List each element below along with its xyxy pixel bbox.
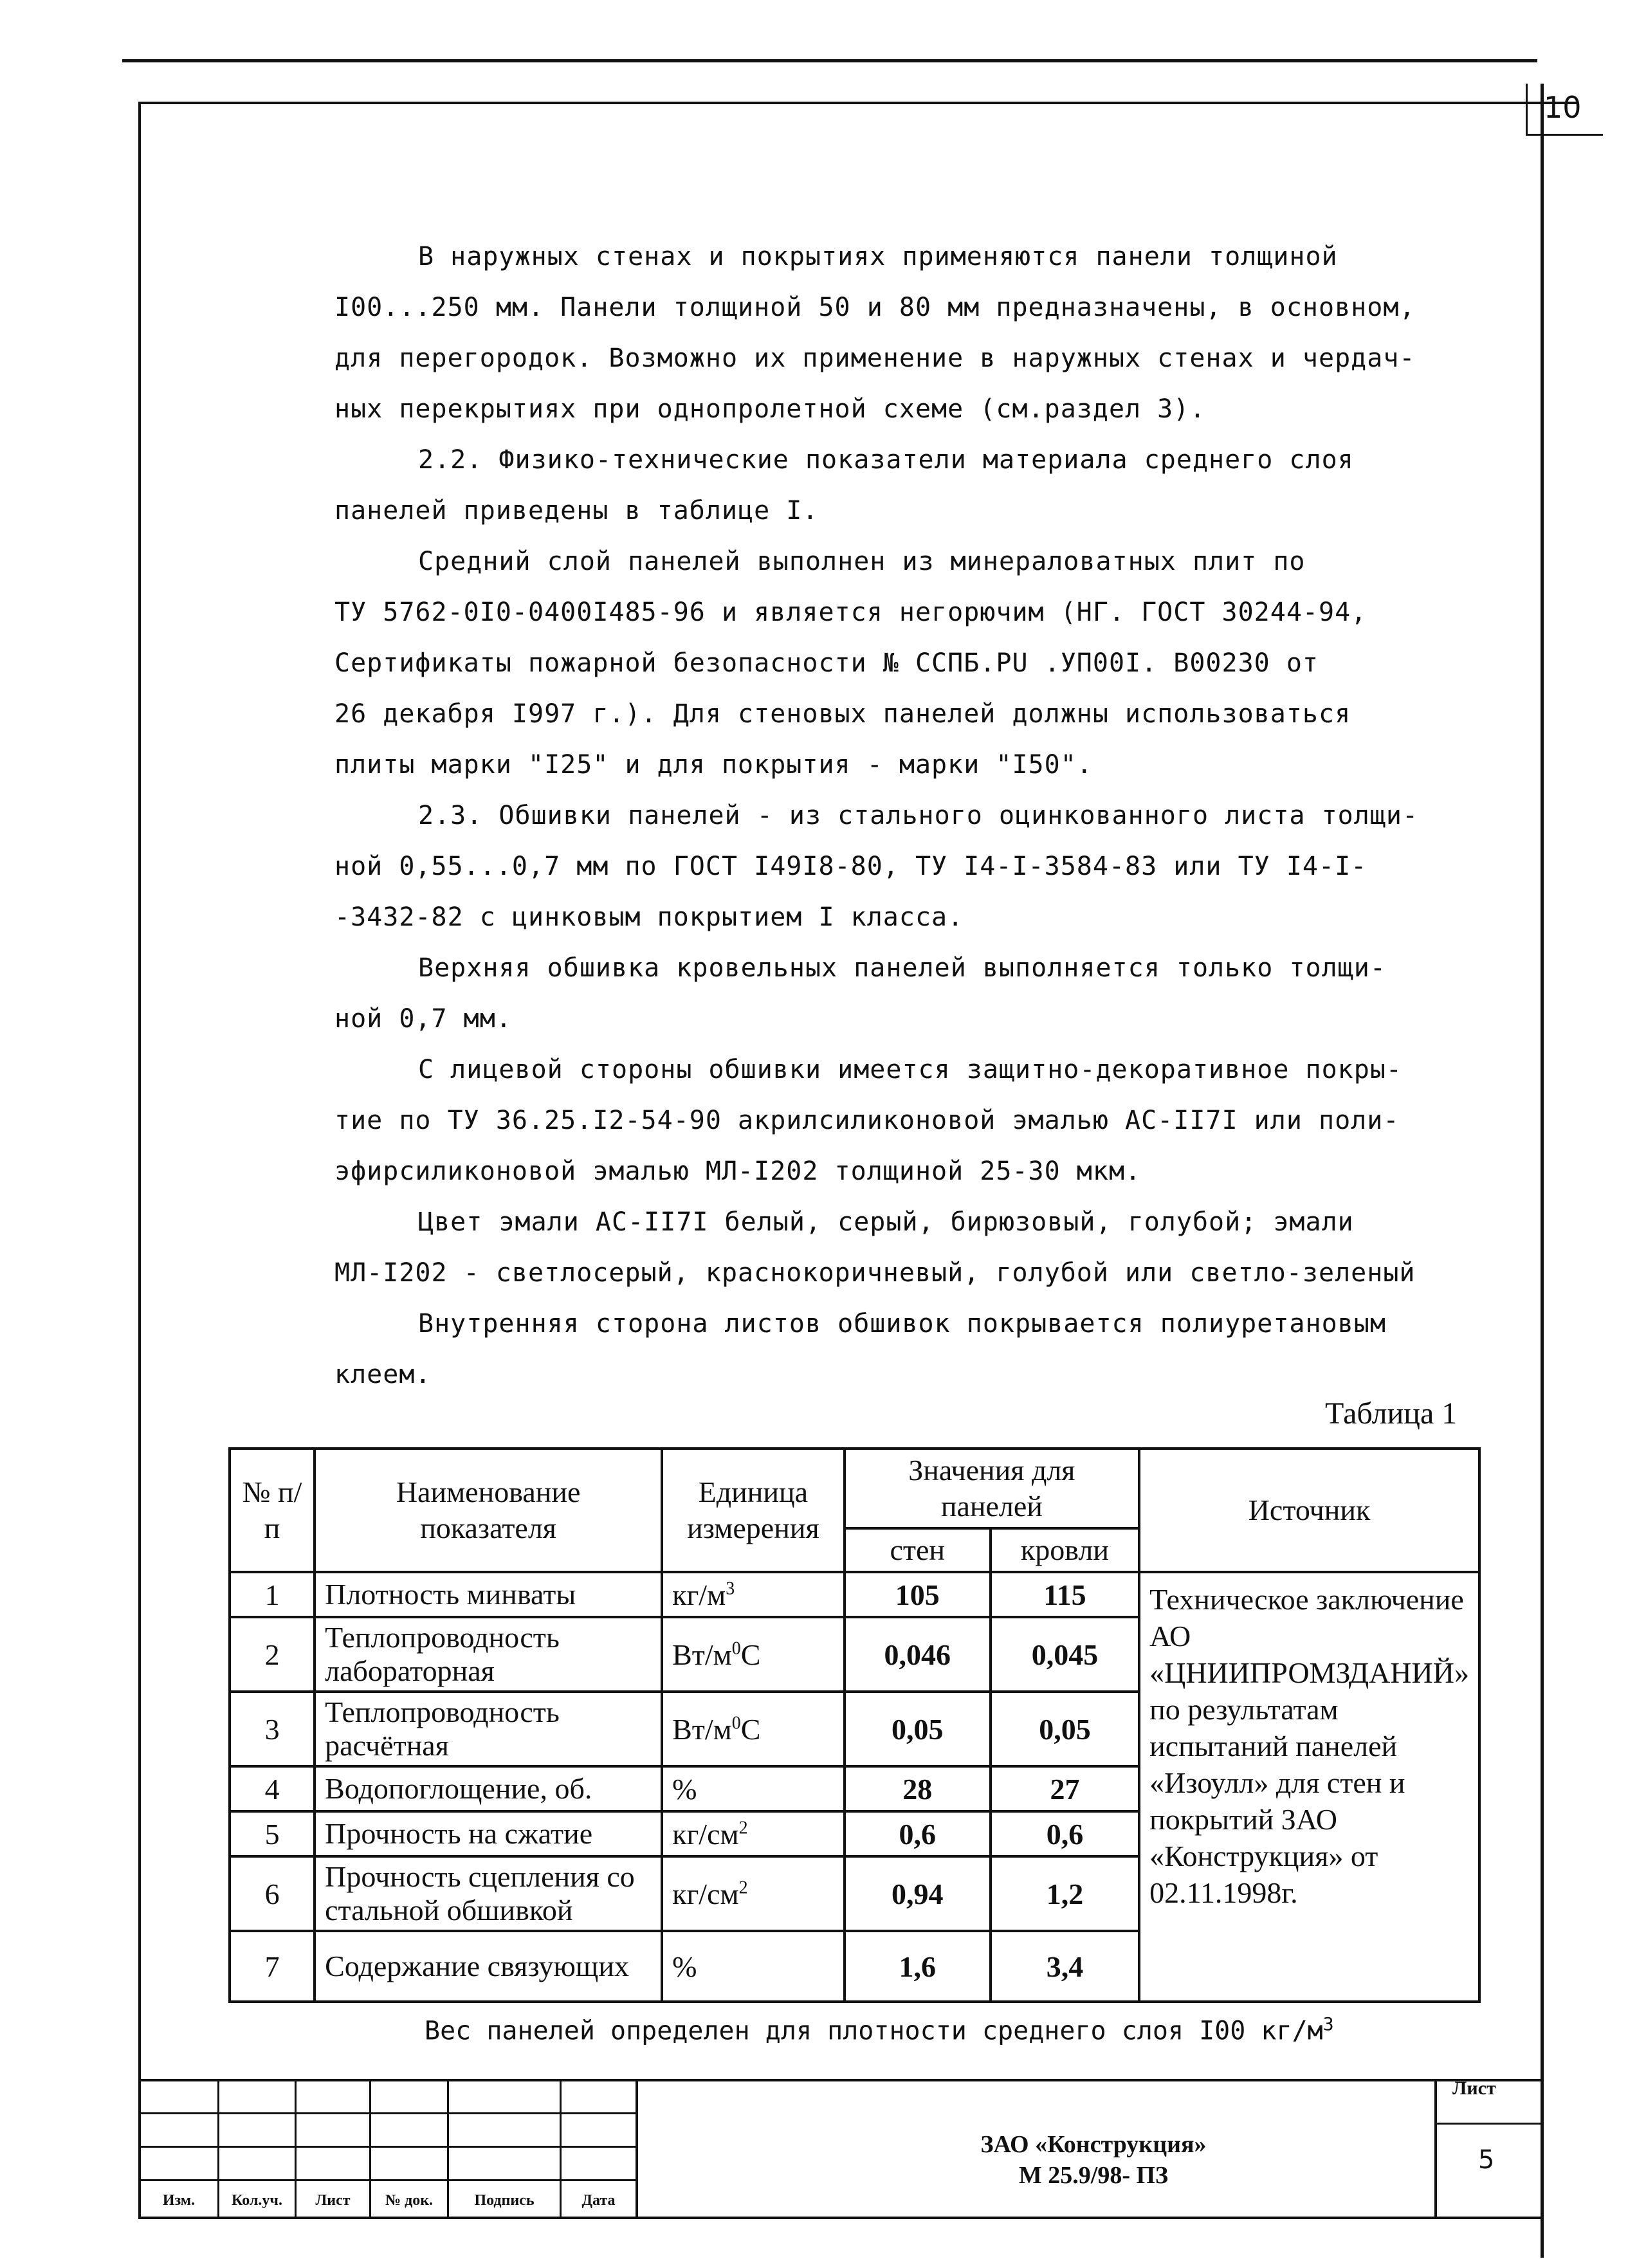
body-line: Внутренняя сторона листов обшивок покрывается полиуретановым	[418, 1309, 1386, 1339]
body-line: 2.3. Обшивки панелей - из стального оцинкованного листа толщи-	[418, 801, 1419, 830]
value-roof: 0,6	[991, 1811, 1139, 1856]
body-line: ной 0,55...0,7 мм по ГОСТ I49I8-80, ТУ I4-I-3584-83 или ТУ I4-I-	[334, 852, 1367, 881]
body-line: Верхняя обшивка кровельных панелей выполняется только толщи-	[418, 953, 1386, 983]
value-roof: 0,045	[991, 1617, 1139, 1692]
body-line: для перегородок. Возможно их применение в наружных стенах и чердач-	[334, 343, 1416, 373]
stamp-v6	[636, 2079, 638, 2218]
value-walls: 28	[845, 1766, 991, 1811]
header-values: Значения для панелей	[845, 1449, 1139, 1528]
indicator-name: Водопоглощение, об.	[315, 1766, 662, 1811]
body-line: ТУ 5762-0I0-0400I485-96 и является негорючим (НГ. ГОСТ 30244-94,	[334, 598, 1367, 627]
top-rule	[122, 59, 1537, 62]
sheet-number: 5	[1478, 2145, 1495, 2175]
unit-cell	[662, 1692, 845, 1766]
value-roof: 0,05	[991, 1692, 1139, 1766]
header-num: № п/п	[230, 1449, 315, 1572]
page-number-box-bottom	[1526, 134, 1603, 136]
unit-base: %	[672, 1950, 697, 1983]
body-line: I00...250 мм. Панели толщиной 50 и 80 мм предназначены, в основном,	[334, 293, 1416, 322]
row-number: 5	[230, 1811, 315, 1856]
value-roof: 27	[991, 1766, 1139, 1811]
body-line: ных перекрытиях при однопролетной схеме (см.раздел 3).	[334, 394, 1206, 424]
body-line: 2.2. Физико-технические показатели материала среднего слоя	[418, 445, 1354, 475]
indicator-name: Прочность сцепления со стальной обшивкой	[315, 1856, 662, 1931]
body-line: ной 0,7 мм.	[334, 1004, 512, 1034]
unit-cell	[662, 1856, 845, 1931]
unit-tail: С	[740, 1638, 761, 1671]
body-line: В наружных стенах и покрытиях применяются панели толщиной	[418, 242, 1338, 271]
unit-cell	[662, 1572, 845, 1617]
page-number: 10	[1544, 90, 1582, 125]
unit-superscript: 2	[738, 1818, 748, 1838]
stamp-label-date: Дата	[581, 2192, 616, 2209]
unit-cell	[662, 1811, 845, 1856]
stamp-top	[138, 2079, 1542, 2081]
unit-cell	[662, 1766, 845, 1811]
properties-table	[228, 1447, 1481, 2003]
body-line: С лицевой стороны обшивки имеется защитно-декоративное покры-	[418, 1055, 1403, 1084]
stamp-label-sign: Подпись	[474, 2192, 535, 2209]
unit-base: кг/м	[672, 1578, 726, 1611]
body-line: плиты марки "I25" и для покрытия - марки "I50".	[334, 750, 1093, 780]
value-walls: 0,6	[845, 1811, 991, 1856]
frame-right	[1541, 84, 1544, 2258]
organization-block	[901, 2129, 1286, 2191]
row-number: 1	[230, 1572, 315, 1617]
stamp-row3	[138, 2179, 637, 2181]
body-line: МЛ-I202 - светлосерый, краснокоричневый, голубой или светло-зеленый	[334, 1258, 1416, 1288]
value-walls: 1,6	[845, 1931, 991, 2002]
unit-superscript: 0	[731, 1638, 741, 1659]
stamp-label-list: Лист	[315, 2192, 351, 2209]
body-line: Цвет эмали АС-II7I белый, серый, бирюзовый, голубой; эмали	[418, 1207, 1354, 1237]
stamp-bottom	[138, 2217, 1542, 2219]
unit-base: %	[672, 1772, 697, 1806]
header-unit: Единица измерения	[662, 1449, 845, 1572]
row-number: 3	[230, 1692, 315, 1766]
stamp-label-doc: № док.	[385, 2192, 434, 2209]
body-line: 26 декабря I997 г.). Для стеновых панелей должны использоваться	[334, 699, 1351, 729]
footnote	[425, 2013, 1334, 2045]
row-number: 7	[230, 1931, 315, 2002]
stamp-label-kol: Кол.уч.	[232, 2192, 282, 2209]
document-code: М 25.9/98- ПЗ	[1018, 2162, 1169, 2189]
unit-base: кг/см	[672, 1877, 739, 1910]
indicator-name: Содержание связующих	[315, 1931, 662, 2002]
table-body	[230, 1572, 1479, 2002]
unit-cell	[662, 1931, 845, 2002]
value-roof: 115	[991, 1572, 1139, 1617]
body-line: эфирсиликоновой эмалью МЛ-I202 толщиной 25-30 мкм.	[334, 1157, 1142, 1186]
unit-superscript: 0	[731, 1713, 741, 1733]
table-caption: Таблица 1	[1325, 1396, 1458, 1431]
value-roof: 1,2	[991, 1856, 1139, 1931]
row-number: 2	[230, 1617, 315, 1692]
sheet-label: Лист	[1452, 2078, 1496, 2099]
footnote-sup: 3	[1322, 2013, 1334, 2035]
body-line: Сертификаты пожарной безопасности № ССПБ.РU .УП00I. В00230 от	[334, 648, 1319, 678]
body-line: -3432-82 с цинковым покрытием I класса.	[334, 902, 964, 932]
stamp-sheet-divider	[1434, 2123, 1542, 2125]
value-walls: 0,05	[845, 1692, 991, 1766]
unit-base: Вт/м	[672, 1712, 732, 1746]
frame-top	[138, 102, 1578, 104]
body-line: клеем.	[334, 1360, 432, 1389]
unit-superscript: 2	[738, 1878, 748, 1898]
unit-base: Вт/м	[672, 1638, 732, 1671]
indicator-name: Теплопроводность лабораторная	[315, 1617, 662, 1692]
indicator-name: Теплопроводность расчётная	[315, 1692, 662, 1766]
row-number: 4	[230, 1766, 315, 1811]
value-walls: 0,046	[845, 1617, 991, 1692]
stamp-row1	[138, 2112, 637, 2114]
frame-left	[138, 102, 141, 2218]
unit-superscript: 3	[726, 1578, 735, 1599]
indicator-name: Прочность на сжатие	[315, 1811, 662, 1856]
header-source: Источник	[1139, 1449, 1479, 1572]
unit-base: кг/см	[672, 1817, 739, 1851]
indicator-name: Плотность минваты	[315, 1572, 662, 1617]
page-number-box-left	[1526, 84, 1528, 135]
stamp-label-izm: Изм.	[162, 2192, 196, 2209]
organization-name: ЗАО «Конструкция»	[980, 2131, 1207, 2158]
unit-cell	[662, 1617, 845, 1692]
body-line: панелей приведены в таблице I.	[334, 496, 819, 526]
unit-tail: С	[740, 1712, 761, 1746]
value-walls: 0,94	[845, 1856, 991, 1931]
stamp-v7	[1434, 2079, 1437, 2218]
value-roof: 3,4	[991, 1931, 1139, 2002]
header-roof: кровли	[991, 1528, 1139, 1572]
stamp-row2	[138, 2146, 637, 2148]
footnote-text: Вес панелей определен для плотности среднего слоя I00 кг/м	[425, 2016, 1323, 2046]
value-walls: 105	[845, 1572, 991, 1617]
table-row	[230, 1572, 1479, 1617]
row-number: 6	[230, 1856, 315, 1931]
source-cell: Техническое заключение АО «ЦНИИПРОМЗДАНИЙ» по результатам испытаний панелей «Изоулл» для стен и покрытий ЗАО «Конструкция» от 02.11.1998г.	[1139, 1572, 1479, 2002]
header-name: Наименование показателя	[315, 1449, 662, 1572]
body-line: тие по ТУ 36.25.I2-54-90 акрилсиликоновой эмалью АС-II7I или поли-	[334, 1106, 1400, 1135]
header-walls: стен	[845, 1528, 991, 1572]
body-text	[334, 232, 1467, 1400]
body-line: Средний слой панелей выполнен из минераловатных плит по	[418, 547, 1306, 576]
